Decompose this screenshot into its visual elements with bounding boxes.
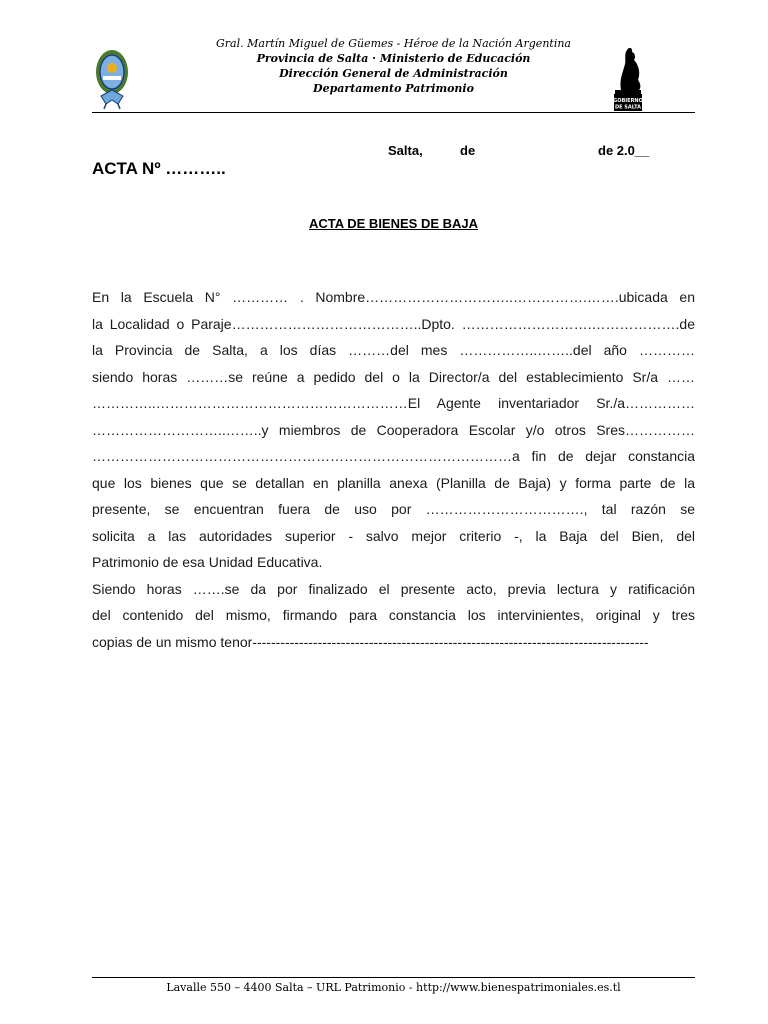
document-title-text: ACTA DE BIENES DE BAJA <box>308 216 479 231</box>
document-title <box>92 216 695 231</box>
body-line: del contenido del mismo, firmando para constancia los intervinientes, original y tres <box>92 607 695 623</box>
date-de-month: de <box>460 143 476 158</box>
body-line: solicita a las autoridades superior - salvo mejor criterio -, la Baja del Bien, del <box>92 527 695 544</box>
logo-text-gobierno: GOBIERNO <box>613 98 643 104</box>
header-ministry: Provincia de Salta · Ministerio de Educación <box>256 52 531 65</box>
body-line: siendo horas ………se reúne a pedido del o la Director/a del establecimiento Sr/a …… <box>92 368 695 385</box>
body-line: ………………………………………………………………………………a fin de dejar constancia <box>92 448 695 464</box>
body-line: la Localidad o Paraje…………………………………..Dpto. ……………………….……………….de <box>92 315 695 332</box>
body-line: ………………………..……..y miembros de Cooperadora Escolar y/o otros Sres…………… <box>92 421 695 438</box>
provincial-coat-of-arms-icon <box>94 46 130 110</box>
header-direction: Dirección General de Administración <box>279 67 508 80</box>
body-line: la Provincia de Salta, a los días ………del mes ……………..……..del año ………… <box>92 342 695 358</box>
body-line: presente, se encuentran fuera de uso por ……………………………., tal razón se <box>92 501 695 517</box>
logo-text-salta: DE SALTA <box>614 104 642 111</box>
acta-number: ACTA Nº ……….. <box>92 159 226 178</box>
header-motto: Gral. Martín Miguel de Güemes - Héroe de la Nación Argentina <box>216 37 571 50</box>
body-line: Siendo horas …….se da por finalizado el presente acto, previa lectura y ratificación <box>92 580 695 597</box>
date-city: Salta, <box>388 143 423 158</box>
footer-address: Lavalle 550 – 4400 Salta – URL Patrimonio - http://www.bienespatrimoniales.es.tl <box>92 977 695 994</box>
date-de-year: de 2.0__ <box>598 143 650 158</box>
body-line: que los bienes que se detallan en planilla anexa (Planilla de Baja) y forma parte de la <box>92 474 695 491</box>
body-line: …………..………………………………………………El Agente inventariador Sr./a…………… <box>92 395 695 411</box>
gobierno-de-salta-logo-icon <box>611 44 645 112</box>
acta-body <box>92 284 695 655</box>
body-line: Patrimonio de esa Unidad Educativa. <box>92 554 323 570</box>
header-department: Departamento Patrimonio <box>313 82 474 95</box>
body-line: copias de un mismo tenor------------------------------------------------------------------------------------- <box>92 633 649 650</box>
letterhead <box>92 36 695 113</box>
body-line: En la Escuela N° ………… . Nombre…………………………..…………….…….ubicada en <box>92 289 695 305</box>
letterhead-text <box>162 36 625 96</box>
